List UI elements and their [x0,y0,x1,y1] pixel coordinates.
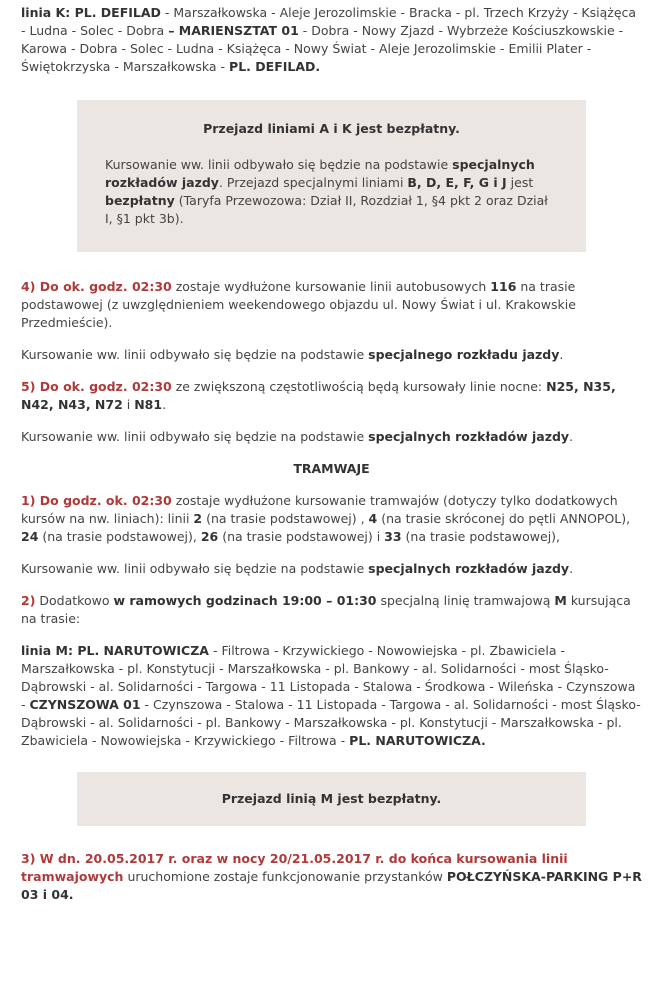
item-5-lines: N25, N35, N42, N43, N72 [21,379,616,412]
route-m-start: linia M: PL. NARUTOWICZA [21,643,209,658]
schedule-note-text: Kursowanie ww. linii odbywało się będzie na podstawie [21,429,369,444]
notice-text-part: . Przejazd specjalnymi liniami [218,175,408,190]
tram-item-3-paragraph [21,850,642,904]
free-ride-notice-m [77,772,586,826]
tram-line-26: 26 [200,529,219,544]
item-5-text-and: i [122,397,135,412]
notice-text-part: jest [506,175,534,190]
route-k-paragraph [21,4,642,76]
schedule-note-end: . [569,429,574,444]
item-4-text-rest: na trasie podstawowej (z uwzględnieniem weekendowego objazdu ul. Nowy Świat i ul. Krakowskie Przedmieście). [21,279,576,330]
schedule-note-emphasis: specjalnych rozkładów jazdy [368,561,570,576]
route-m-paragraph [21,642,642,750]
notice-tariff-reference: (Taryfa Przewozowa: Dział II, Rozdział 1, §4 pkt 2 oraz Dział I, §1 pkt 3b). [105,193,548,226]
schedule-note-emphasis: specjalnego rozkładu jazdy [368,347,560,362]
free-ride-notice-a-k [77,100,586,252]
item-5-paragraph [21,378,642,414]
section-heading-trams: TRAMWAJE [293,461,370,476]
route-m-stops: - Filtrowa - Krzywickiego - Nowowiejska - pl. Zbawiciela - Marszałkowska - pl. Konstytucji - Marszałkowska - pl. Bankowy - al. Solidarności - most Śląsko-Dąbrowski - al. Solidarności - Targowa - 11 Listopada - Stalowa - Środkowa - Wileńska - Czynszowa - [21,643,636,712]
route-m-stops-return: - Czynszowa - Stalowa - 11 Listopada - Targowa - al. Solidarności - most Śląsko-Dąbrowski - al. Solidarności - pl. Bankowy - Marszałkowska - pl. Konstytucji - Marszałkowska - pl. Zbawiciela - Nowowiejska - Krzywickiego - Filtrowa - [21,697,641,748]
notice-schedule-emphasis: specjalnych rozkładów jazdy [105,157,535,190]
tram-item-1-text: (na trasie podstawowej) i [218,529,385,544]
item-4-text: zostaje wydłużone kursowanie linii autobusowych [171,279,491,294]
tram-line-24: 24 [21,529,39,544]
schedule-note-2 [21,428,642,446]
tram-line-m: M [554,593,567,608]
schedule-note-end: . [569,561,574,576]
item-5-time: 5) Do ok. godz. 02:30 [21,379,172,394]
tram-item-2-paragraph [21,592,642,628]
route-k-end: PL. DEFILAD. [229,59,321,74]
item-4-line: 116 [490,279,517,294]
schedule-note-emphasis: specjalnych rozkładów jazdy [368,429,570,444]
tram-item-1-text: (na trasie podstawowej) , [202,511,369,526]
tram-line-2: 2 [193,511,203,526]
notice-heading: Przejazd linią M jest bezpłatny. [221,791,442,806]
item-5-line-n81: N81 [134,397,163,412]
route-k-stops-return: - Dobra - Nowy Zjazd - Wybrzeże Kościuszkowskie - Karowa - Dobra - Solec - Ludna - Książęca - Nowy Świat - Aleje Jerozolimskie - Emilii Plater - Świętokrzyska - Marszałkowska - [21,23,624,74]
tram-item-1-time: 1) Do godz. ok. 02:30 [21,493,172,508]
route-m-end: PL. NARUTOWICZA. [349,733,486,748]
schedule-note-1 [21,346,642,364]
tram-item-2-text: specjalną linię tramwajową [376,593,555,608]
route-k-terminus: – MARIENSZTAT 01 [168,23,299,38]
notice-text-part: Kursowanie ww. linii odbywało się będzie na podstawie [105,157,453,172]
route-k-start: linia K: PL. DEFILAD [21,5,161,20]
notice-text [105,156,558,228]
tram-item-3-text: uruchomione zostaje funkcjonowanie przystanków [123,869,447,884]
notice-lines-emphasis: B, D, E, F, G i J [407,175,507,190]
item-5-text: ze zwiększoną częstotliwością będą kursowały linie nocne: [171,379,547,394]
tram-item-3-date: 3) W dn. 20.05.2017 r. oraz w nocy 20/21.05.2017 r. do końca kursowania linii tramwajowych [21,851,568,884]
schedule-note-end: . [559,347,564,362]
item-5-end: . [162,397,167,412]
tram-item-1-text: (na trasie skróconej do pętli ANNOPOL), [377,511,631,526]
tram-item-3-stops: POŁCZYŃSKA-PARKING P+R 03 i 04. [21,869,642,902]
tram-item-2-hours: w ramowych godzinach 19:00 – 01:30 [113,593,377,608]
notice-heading: Przejazd liniami A i K jest bezpłatny. [203,121,460,136]
tram-line-33: 33 [384,529,402,544]
tram-item-1-paragraph [21,492,642,546]
tram-item-1-text: zostaje wydłużone kursowanie tramwajów (dotyczy tylko dodatkowych kursów na nw. liniach): linii [21,493,618,526]
notice-free-emphasis: bezpłatny [105,193,175,208]
route-k-stops: - Marszałkowska - Aleje Jerozolimskie - Bracka - pl. Trzech Krzyży - Książęca - Ludna - Solec - Dobra [21,5,637,38]
item-4-paragraph [21,278,642,332]
item-4-time: 4) Do ok. godz. 02:30 [21,279,172,294]
schedule-note-text: Kursowanie ww. linii odbywało się będzie na podstawie [21,561,369,576]
tram-item-2-text: Dodatkowo [35,593,114,608]
tram-item-1-text: (na trasie podstawowej), [401,529,561,544]
schedule-note-3 [21,560,642,578]
tram-item-2-text: kursująca na trasie: [21,593,631,626]
route-m-terminus: CZYNSZOWA 01 [29,697,141,712]
tram-item-2-number: 2) [21,593,36,608]
schedule-note-text: Kursowanie ww. linii odbywało się będzie na podstawie [21,347,369,362]
tram-line-4: 4 [368,511,378,526]
tram-item-1-text: (na trasie podstawowej), [38,529,201,544]
